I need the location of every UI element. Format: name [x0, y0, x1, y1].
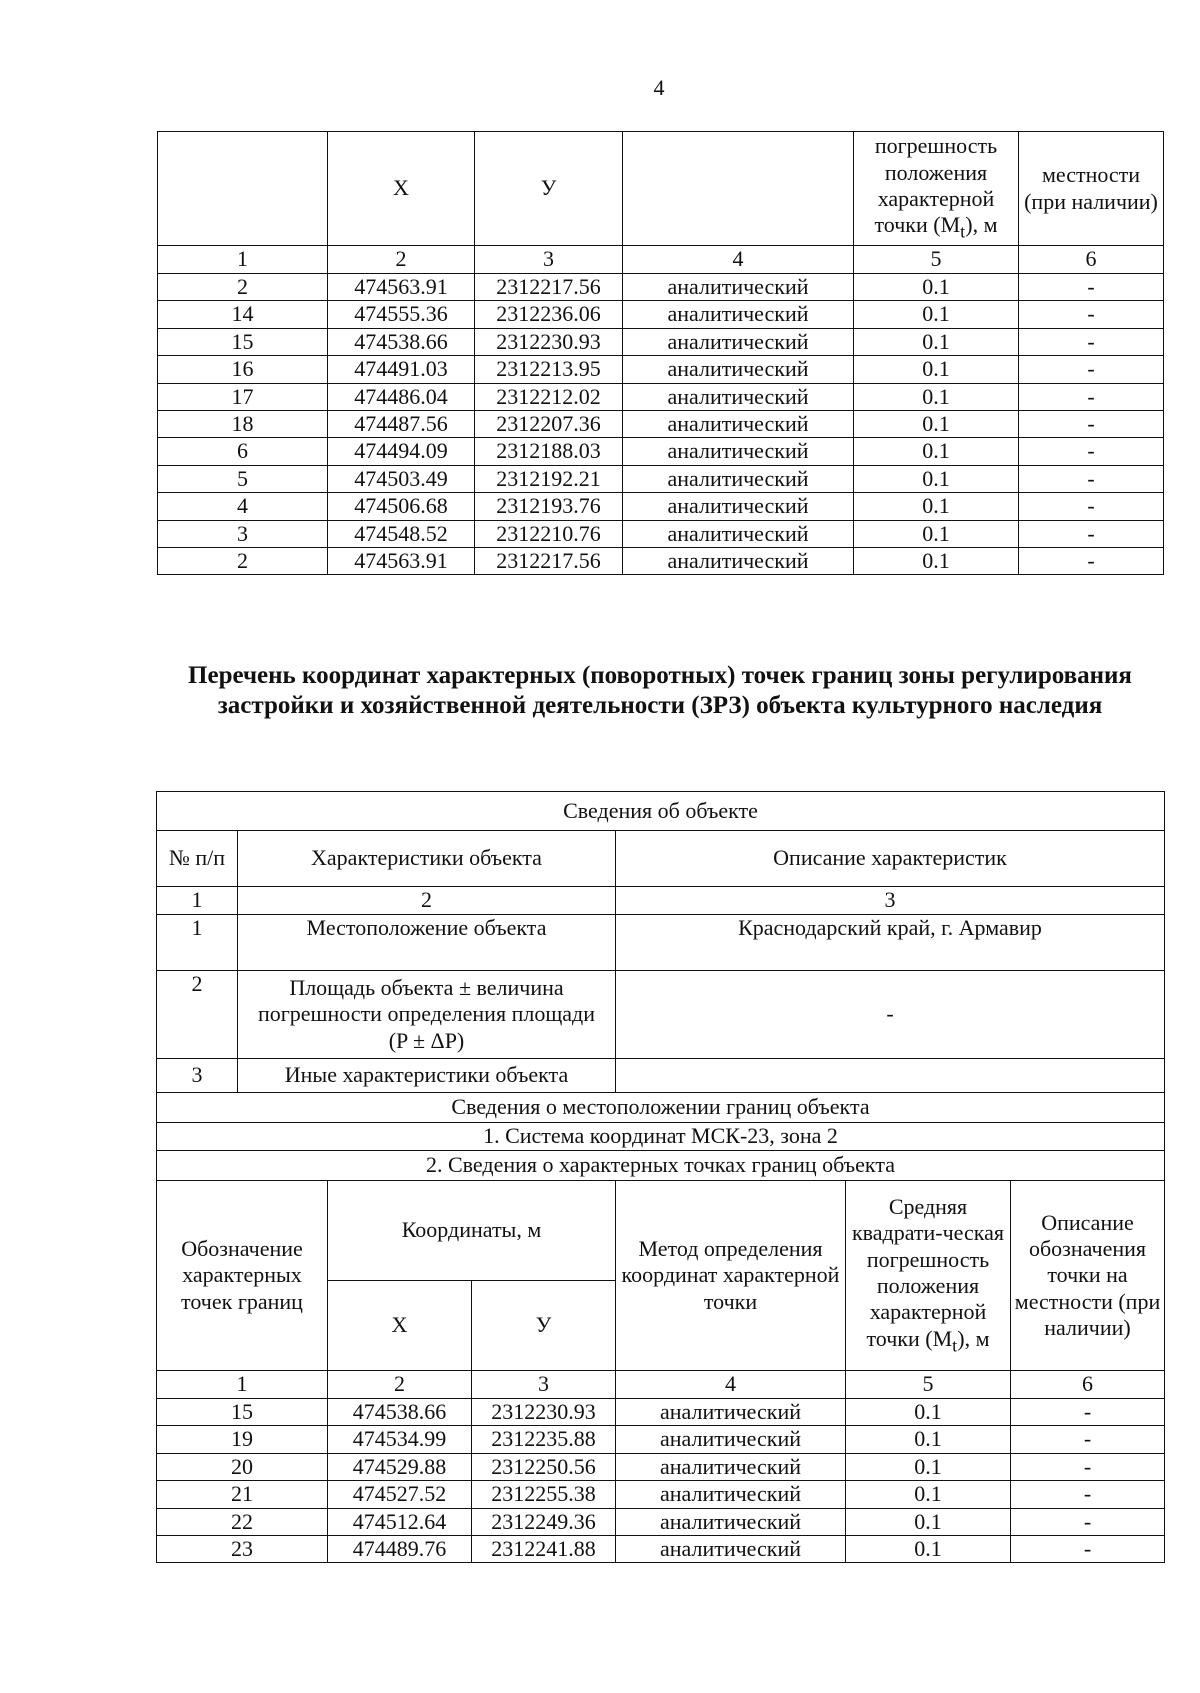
table-row [158, 356, 1164, 383]
accuracy-cell: 0.1 [854, 410, 1019, 437]
x-coordinate-cell: 474494.09 [328, 438, 475, 465]
point-id-cell: 4 [158, 493, 328, 520]
description-cell: - [1011, 1481, 1165, 1508]
y-coordinate-cell: 2312255.38 [472, 1481, 616, 1508]
x-coordinate-cell: 474512.64 [328, 1508, 472, 1535]
header-cell-description: местности (при наличии) [1019, 132, 1164, 246]
points-header: 2. Сведения о характерных точках границ объекта [157, 1151, 1165, 1181]
description-cell: - [1019, 356, 1164, 383]
y-coordinate-cell: 2312188.03 [475, 438, 623, 465]
x-coordinate-cell: 474486.04 [328, 383, 475, 410]
y-coordinate-cell: 2312217.56 [475, 547, 623, 574]
item-name: Площадь объекта ± величина погрешности определения площади (P ± ΔP) [238, 971, 616, 1059]
col-number: 3 [472, 1371, 616, 1399]
x-coordinate-cell: 474489.76 [328, 1535, 472, 1562]
accuracy-cell: 0.1 [846, 1535, 1011, 1562]
x-coordinate-cell: 474538.66 [328, 328, 475, 355]
y-coordinate-cell: 2312192.21 [475, 465, 623, 492]
table-row [158, 328, 1164, 355]
item-name: Иные характеристики объекта [238, 1059, 616, 1093]
item-number: 2 [157, 971, 238, 1059]
table-row [158, 410, 1164, 437]
accuracy-cell: 0.1 [846, 1453, 1011, 1480]
location-header-row [157, 1093, 1165, 1123]
x-coordinate-cell: 474563.91 [328, 274, 475, 301]
page-number: 4 [653, 75, 665, 100]
point-id-cell: 14 [158, 301, 328, 328]
item-name: Местоположение объекта [238, 915, 616, 971]
method-cell: аналитический [616, 1399, 846, 1426]
y-coordinate-cell: 2312213.95 [475, 356, 623, 383]
zrz-object-table [156, 791, 1165, 1563]
item-value [616, 1059, 1165, 1093]
method-cell: аналитический [623, 547, 854, 574]
accuracy-cell: 0.1 [854, 493, 1019, 520]
table-row [157, 1399, 1165, 1426]
column-number-row [158, 246, 1164, 274]
col-number: 6 [1019, 246, 1164, 274]
description-cell: - [1019, 274, 1164, 301]
description-cell: - [1011, 1453, 1165, 1480]
accuracy-cell: 0.1 [854, 328, 1019, 355]
description-cell: - [1019, 328, 1164, 355]
x-coordinate-cell: 474548.52 [328, 520, 475, 547]
y-coordinate-cell: 2312241.88 [472, 1535, 616, 1562]
point-id-cell: 2 [158, 547, 328, 574]
col-description-header: Описание характеристик [616, 831, 1165, 887]
y-header: У [472, 1281, 616, 1371]
table-row [158, 301, 1164, 328]
description-cell: - [1011, 1508, 1165, 1535]
method-cell: аналитический [616, 1508, 846, 1535]
x-coordinate-cell: 474563.91 [328, 547, 475, 574]
coord-system-row [157, 1123, 1165, 1151]
points-header-row [157, 1151, 1165, 1181]
accuracy-cell: 0.1 [854, 301, 1019, 328]
col-number: 5 [854, 246, 1019, 274]
accuracy-cell: 0.1 [854, 383, 1019, 410]
description-cell: - [1011, 1535, 1165, 1562]
y-coordinate-cell: 2312217.56 [475, 274, 623, 301]
header-cell-y: У [475, 132, 623, 246]
accuracy-label: погрешность положения характерной точки (M [874, 133, 998, 238]
accuracy-label: Средняя квадрати-ческая погрешность положения характерной точки (M [851, 1193, 1005, 1351]
method-cell: аналитический [623, 356, 854, 383]
col-number: 1 [157, 1371, 328, 1399]
accuracy-cell: 0.1 [854, 438, 1019, 465]
x-coordinate-cell: 474555.36 [328, 301, 475, 328]
col-number: 2 [328, 1371, 472, 1399]
header-cell-accuracy [854, 132, 1019, 246]
method-cell: аналитический [616, 1481, 846, 1508]
point-id-cell: 18 [158, 410, 328, 437]
table-row [158, 438, 1164, 465]
y-coordinate-cell: 2312193.76 [475, 493, 623, 520]
table-row [158, 493, 1164, 520]
x-coordinate-cell: 474503.49 [328, 465, 475, 492]
y-coordinate-cell: 2312230.93 [472, 1399, 616, 1426]
description-cell: - [1011, 1399, 1165, 1426]
method-header: Метод определения координат характерной точки [616, 1181, 846, 1371]
accuracy-cell: 0.1 [846, 1481, 1011, 1508]
col-num-header: № п/п [157, 831, 238, 887]
point-id-cell: 15 [157, 1399, 328, 1426]
coords-header: Координаты, м [328, 1181, 616, 1281]
description-cell: - [1011, 1426, 1165, 1453]
description-cell: - [1019, 301, 1164, 328]
accuracy-cell: 0.1 [854, 547, 1019, 574]
accuracy-cell: 0.1 [854, 520, 1019, 547]
x-coordinate-cell: 474506.68 [328, 493, 475, 520]
accuracy-header [846, 1181, 1011, 1371]
accuracy-cell: 0.1 [854, 274, 1019, 301]
col-number: 5 [846, 1371, 1011, 1399]
point-id-cell: 16 [158, 356, 328, 383]
y-coordinate-cell: 2312212.02 [475, 383, 623, 410]
description-cell: - [1019, 547, 1164, 574]
method-cell: аналитический [623, 520, 854, 547]
point-id-cell: 19 [157, 1426, 328, 1453]
point-id-cell: 20 [157, 1453, 328, 1480]
accuracy-cell: 0.1 [846, 1399, 1011, 1426]
accuracy-cell: 0.1 [854, 356, 1019, 383]
method-cell: аналитический [623, 410, 854, 437]
points-columns-row [157, 1181, 1165, 1281]
object-info-header: Сведения об объекте [157, 792, 1165, 831]
x-coordinate-cell: 474529.88 [328, 1453, 472, 1480]
method-cell: аналитический [623, 383, 854, 410]
x-coordinate-cell: 474527.52 [328, 1481, 472, 1508]
col-number: 3 [475, 246, 623, 274]
y-coordinate-cell: 2312249.36 [472, 1508, 616, 1535]
object-item-row [157, 971, 1165, 1059]
description-cell: - [1019, 438, 1164, 465]
table-row [157, 1453, 1165, 1480]
method-cell: аналитический [616, 1453, 846, 1480]
table-row [157, 1426, 1165, 1453]
accuracy-unit: ), м [965, 212, 998, 238]
point-id-cell: 21 [157, 1481, 328, 1508]
table-row [158, 465, 1164, 492]
coord-system: 1. Система координат МСК-23, зона 2 [157, 1123, 1165, 1151]
accuracy-cell: 0.1 [854, 465, 1019, 492]
item-value: Краснодарский край, г. Армавир [616, 915, 1165, 971]
header-cell-empty [158, 132, 328, 246]
x-coordinate-cell: 474538.66 [328, 1399, 472, 1426]
designation-header: Обозначение характерных точек границ [157, 1181, 328, 1371]
col-number: 2 [328, 246, 475, 274]
point-id-cell: 3 [158, 520, 328, 547]
y-coordinate-cell: 2312207.36 [475, 410, 623, 437]
item-number: 1 [157, 915, 238, 971]
points-column-number-row [157, 1371, 1165, 1399]
points-table-body [157, 1399, 1165, 1563]
item-number: 3 [157, 1059, 238, 1093]
description-cell: - [1019, 520, 1164, 547]
col-characteristics-header: Характеристики объекта [238, 831, 616, 887]
table-header-row [158, 132, 1164, 246]
point-id-cell: 23 [157, 1535, 328, 1562]
x-coordinate-cell: 474491.03 [328, 356, 475, 383]
accuracy-cell: 0.1 [846, 1508, 1011, 1535]
x-coordinate-cell: 474487.56 [328, 410, 475, 437]
object-item-row [157, 1059, 1165, 1093]
object-column-number-row [157, 887, 1165, 915]
header-cell-empty [623, 132, 854, 246]
accuracy-subscript: t [952, 1335, 958, 1356]
y-coordinate-cell: 2312236.06 [475, 301, 623, 328]
accuracy-cell: 0.1 [846, 1426, 1011, 1453]
item-value: - [616, 971, 1165, 1059]
col-number: 6 [1011, 1371, 1165, 1399]
accuracy-unit: ), м [957, 1325, 990, 1351]
point-id-cell: 2 [158, 274, 328, 301]
coordinates-table-continued [157, 131, 1164, 575]
x-header: Х [328, 1281, 472, 1371]
object-info-header-row [157, 792, 1165, 831]
table-row [158, 274, 1164, 301]
col-number: 1 [158, 246, 328, 274]
col-number: 2 [238, 887, 616, 915]
description-cell: - [1019, 410, 1164, 437]
point-id-cell: 22 [157, 1508, 328, 1535]
description-header: Описание обозначения точки на местности (при наличии) [1011, 1181, 1165, 1371]
table-row [157, 1535, 1165, 1562]
method-cell: аналитический [616, 1535, 846, 1562]
location-header: Сведения о местоположении границ объекта [157, 1093, 1165, 1123]
method-cell: аналитический [623, 328, 854, 355]
y-coordinate-cell: 2312250.56 [472, 1453, 616, 1480]
table1-body [158, 274, 1164, 575]
point-id-cell: 17 [158, 383, 328, 410]
method-cell: аналитический [623, 438, 854, 465]
object-columns-row [157, 831, 1165, 887]
description-cell: - [1019, 465, 1164, 492]
table-row [158, 383, 1164, 410]
y-coordinate-cell: 2312230.93 [475, 328, 623, 355]
description-cell: - [1019, 383, 1164, 410]
header-cell-x: Х [328, 132, 475, 246]
object-item-row [157, 915, 1165, 971]
col-number: 3 [616, 887, 1165, 915]
y-coordinate-cell: 2312235.88 [472, 1426, 616, 1453]
point-id-cell: 6 [158, 438, 328, 465]
table-row [157, 1481, 1165, 1508]
method-cell: аналитический [623, 274, 854, 301]
method-cell: аналитический [616, 1426, 846, 1453]
y-coordinate-cell: 2312210.76 [475, 520, 623, 547]
col-number: 1 [157, 887, 238, 915]
section-title: Перечень координат характерных (поворотных) точек границ зоны регулирования застройки и хозяйственной деятельности (ЗРЗ) объекта культурного наследия [188, 662, 1132, 719]
table-row [158, 547, 1164, 574]
method-cell: аналитический [623, 493, 854, 520]
table-row [157, 1508, 1165, 1535]
table-row [158, 520, 1164, 547]
point-id-cell: 5 [158, 465, 328, 492]
x-coordinate-cell: 474534.99 [328, 1426, 472, 1453]
method-cell: аналитический [623, 465, 854, 492]
point-id-cell: 15 [158, 328, 328, 355]
description-cell: - [1019, 493, 1164, 520]
method-cell: аналитический [623, 301, 854, 328]
col-number: 4 [623, 246, 854, 274]
accuracy-subscript: t [960, 221, 966, 242]
col-number: 4 [616, 1371, 846, 1399]
